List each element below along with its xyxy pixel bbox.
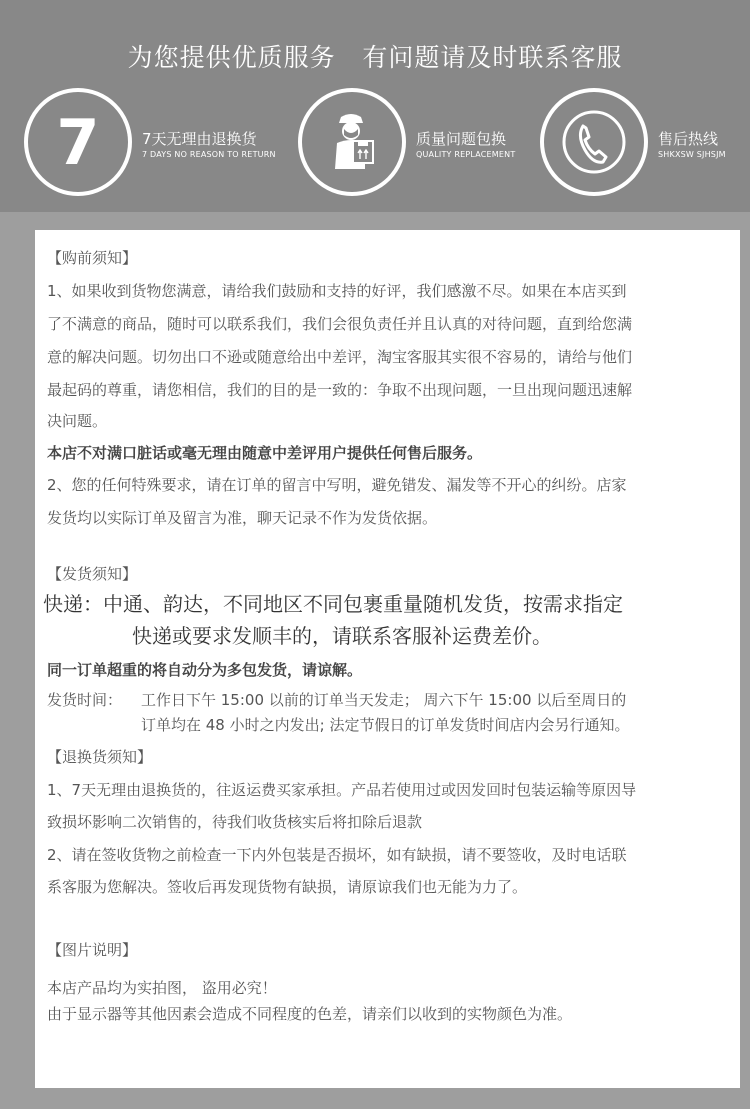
paragraph-line: 2、请在签收货物之前检查一下内外包装是否损坏，如有缺损，请不要签收，及时电话联 [47,846,627,864]
ship-time-label: 发货时间： [47,691,123,709]
ship-time-line: 工作日下午 15:00 以前的订单当天发走； 周六下午 15:00 以后至周日的 [141,691,627,709]
paragraph-line: 系客服为您解决。签收后再发现货物有缺损，请原谅我们也无能为力了。 [47,878,528,896]
paragraph-line: 最起码的尊重，请您相信，我们的目的是一致的：争取不出现问题，一旦出现问题迅速解 [47,381,633,399]
paragraph-line: 决问题。 [47,412,108,430]
section-heading-pre-purchase: 【购前须知】 [47,249,138,267]
bold-notice: 本店不对满口脏话或毫无理由随意中差评用户提供任何售后服务。 [47,444,483,462]
badge-title: 售后热线 [658,130,719,148]
badge-title: 7天无理由退换货 [142,130,257,148]
paragraph-line: 意的解决问题。切勿出口不逊或随意给出中差评，淘宝客服其实很不容易的，请给与他们 [47,348,633,366]
ship-time-line: 订单均在 48 小时之内发出; 法定节假日的订单发货时间店内会另行通知。 [141,716,630,734]
paragraph-line: 本店产品均为实拍图， 盗用必究！ [47,979,277,997]
section-heading-photos: 【图片说明】 [47,941,138,959]
paragraph-line: 2、您的任何特殊要求，请在订单的留言中写明，避免错发、漏发等不开心的纠纷。店家 [47,476,627,494]
badge-subtitle: QUALITY REPLACEMENT [416,150,516,159]
section-heading-returns: 【退换货须知】 [47,748,153,766]
paragraph-line: 由于显示器等其他因素会造成不同程度的色差，请亲们以收到的实物颜色为准。 [47,1005,573,1023]
badge-subtitle: 7 DAYS NO REASON TO RETURN [142,150,276,159]
express-line: 快递或要求发顺丰的，请联系客服补运费差价。 [132,624,552,648]
phone-icon [540,88,648,196]
service-banner [0,0,750,212]
banner-title: 为您提供优质服务 有问题请及时联系客服 [127,43,623,72]
express-line: 快递：中通、韵达，不同地区不同包裹重量随机发货，按需求指定 [43,592,623,616]
paragraph-line: 发货均以实际订单及留言为准，聊天记录不作为发货依据。 [47,509,438,527]
seven-glyph: 7 [56,105,100,179]
seven-icon [24,88,132,196]
paragraph-line: 了不满意的商品，随时可以联系我们，我们会很负责任并且认真的对待问题，直到给您满 [47,315,633,333]
badge-title: 质量问题包换 [416,130,507,148]
section-heading-shipping: 【发货须知】 [47,565,138,583]
bold-notice: 同一订单超重的将自动分为多包发货，请谅解。 [47,661,363,679]
paragraph-line: 1、7天无理由退换货的，往返运费买家承担。产品若使用过或因发回时包装运输等原因导 [47,781,637,799]
badge-subtitle: SHKXSW SJHSJM [658,150,726,159]
paragraph-line: 致损坏影响二次销售的，待我们收货核实后将扣除后退款 [47,813,423,831]
courier-box-icon [298,88,406,196]
paragraph-line: 1、如果收到货物您满意，请给我们鼓励和支持的好评，我们感激不尽。如果在本店买到 [47,282,627,300]
notice-card [35,230,740,1088]
